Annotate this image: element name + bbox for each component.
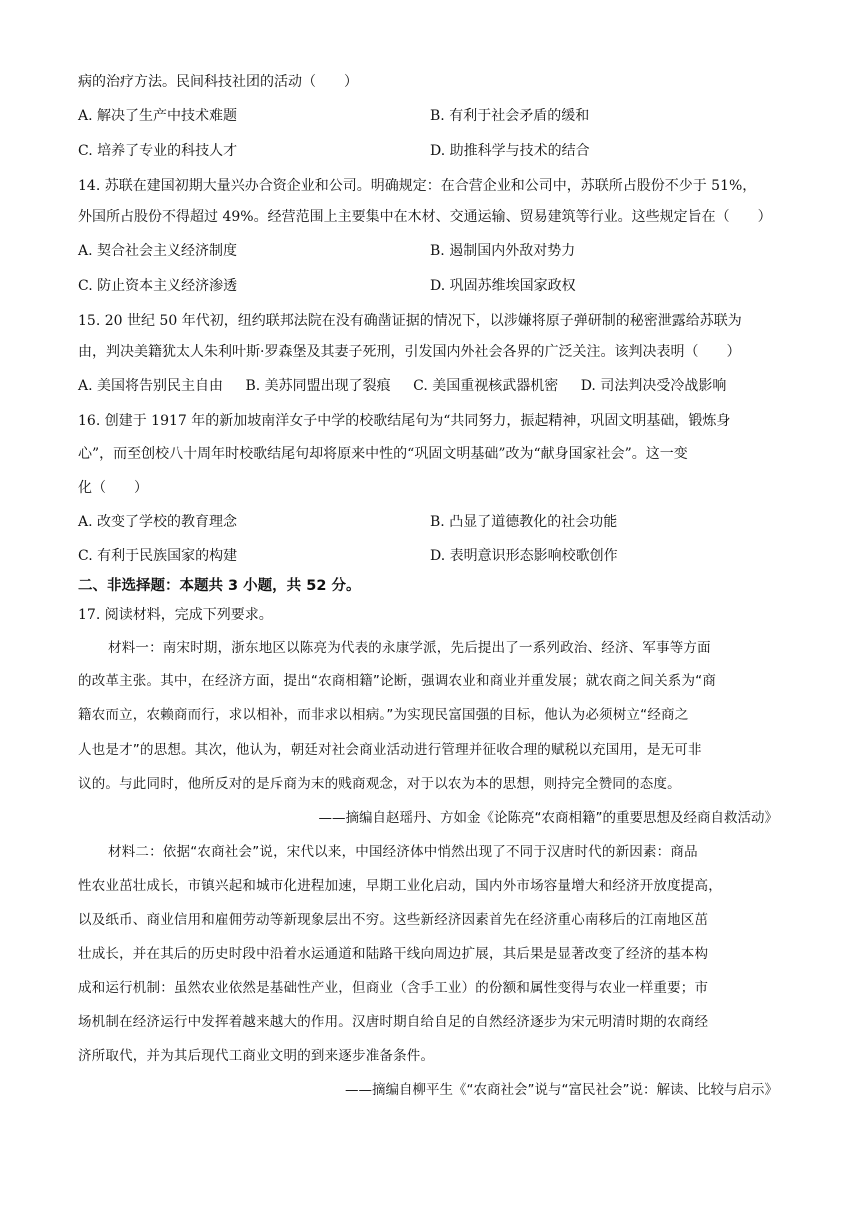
q15-option-d: D. 司法判决受冷战影响 xyxy=(580,378,727,394)
material1-line: 材料一：南宋时期，浙东地区以陈亮为代表的永康学派，先后提出了一系列政治、经济、军事等方面 xyxy=(108,640,711,656)
q15-options-row xyxy=(78,376,744,396)
q13-stem-tail: 病的治疗方法。民间科技社团的活动（ ） xyxy=(78,74,358,90)
q15-option-c: C. 美国重视核武器机密 xyxy=(413,378,559,394)
material2-line: 济所取代，并为其后现代工商业文明的到来逐步准备条件。 xyxy=(78,1048,435,1064)
q13-option-a: A. 解决了生产中技术难题 xyxy=(78,108,238,124)
q16-option-c: C. 有利于民族国家的构建 xyxy=(78,548,238,564)
material2-line: 材料二：依据“农商社会”说，宋代以来，中国经济体中悄然出现了不同于汉唐时代的新因素：商品 xyxy=(108,844,698,860)
q15-option-b: B. 美苏同盟出现了裂痕 xyxy=(245,378,391,394)
material2-line: 性农业茁壮成长，市镇兴起和城市化进程加速，早期工业化启动，国内外市场容量增大和经济开放度提高， xyxy=(78,878,722,894)
material2-line: 壮成长，并在其后的历史时段中沿着水运通道和陆路干线向周边扩展，其后果是显著改变了经济的基本构 xyxy=(78,946,709,962)
q16-stem-line: 16. 创建于 1917 年的新加坡南洋女子中学的校歌结尾句为“共同努力，振起精神，巩固文明基础，锻炼身 xyxy=(78,413,731,429)
section-heading: 二、非选择题：本题共 3 小题，共 52 分。 xyxy=(78,578,361,594)
material1-line: 的改革主张。其中，在经济方面，提出“农商相籍”论断，强调农业和商业并重发展；就农商之间关系为“商 xyxy=(78,673,717,689)
material2-line: 成和运行机制：虽然农业依然是基础性产业，但商业（含手工业）的份额和属性变得与农业一样重要；市 xyxy=(78,980,709,996)
q14-option-c: C. 防止资本主义经济渗透 xyxy=(78,278,238,294)
material1-line: 人也是才”的思想。其次，他认为，朝廷对社会商业活动进行管理并征收合理的赋税以充国用，是无可非 xyxy=(78,742,702,758)
q15-option-a: A. 美国将告别民主自由 xyxy=(78,378,224,394)
q14-option-a: A. 契合社会主义经济制度 xyxy=(78,243,238,259)
material1-source: ——摘编自赵瑶丹、方如金《论陈亮“农商相籍”的重要思想及经商自救活动》 xyxy=(318,810,778,826)
q14-stem-line: 外国所占股份不得超过 49%。经营范围上主要集中在木材、交通运输、贸易建筑等行业。这些规定旨在（ ） xyxy=(78,209,772,225)
material2-line: 以及纸币、商业信用和雇佣劳动等新现象层出不穷。这些新经济因素首先在经济重心南移后的江南地区茁 xyxy=(78,912,709,928)
q16-stem-line: 化（ ） xyxy=(78,480,148,496)
q16-option-d: D. 表明意识形态影响校歌创作 xyxy=(430,548,618,564)
q14-stem-line: 14. 苏联在建国初期大量兴办合资企业和公司。明确规定：在合营企业和公司中，苏联所占股份不少于 51%， xyxy=(78,178,757,194)
material1-line: 议的。与此同时，他所反对的是斥商为末的贱商观念，对于以农为本的思想，则持完全赞同的态度。 xyxy=(78,776,681,792)
q15-stem-line: 由，判决美籍犹太人朱利叶斯·罗森堡及其妻子死刑，引发国内外社会各界的广泛关注。该判决表明（ ） xyxy=(78,344,741,360)
q14-option-b: B. 遏制国内外敌对势力 xyxy=(430,243,576,259)
material2-source: ——摘编自柳平生《“农商社会”说与“富民社会”说：解读、比较与启示》 xyxy=(345,1082,778,1098)
q16-stem-line: 心”，而至创校八十周年时校歌结尾句却将原来中性的“巩固文明基础”改为“献身国家社会”。这一变 xyxy=(78,446,688,462)
q16-option-b: B. 凸显了道德教化的社会功能 xyxy=(430,514,618,530)
q15-stem-line: 15. 20 世纪 50 年代初，纽约联邦法院在没有确凿证据的情况下，以涉嫌将原子弹研制的秘密泄露给苏联为 xyxy=(78,313,742,329)
q13-option-b: B. 有利于社会矛盾的缓和 xyxy=(430,108,590,124)
material1-line: 籍农而立，农赖商而行，求以相补，而非求以相病。”为实现民富国强的目标，他认为必须树立“经商之 xyxy=(78,707,689,723)
q14-option-d: D. 巩固苏维埃国家政权 xyxy=(430,278,576,294)
q17-intro: 17. 阅读材料，完成下列要求。 xyxy=(78,607,273,623)
q13-option-d: D. 助推科学与技术的结合 xyxy=(430,143,590,159)
q13-option-c: C. 培养了专业的科技人才 xyxy=(78,143,238,159)
q16-option-a: A. 改变了学校的教育理念 xyxy=(78,514,238,530)
material2-line: 场机制在经济运行中发挥着越来越大的作用。汉唐时期自给自足的自然经济逐步为宋元明清时期的农商经 xyxy=(78,1014,709,1030)
